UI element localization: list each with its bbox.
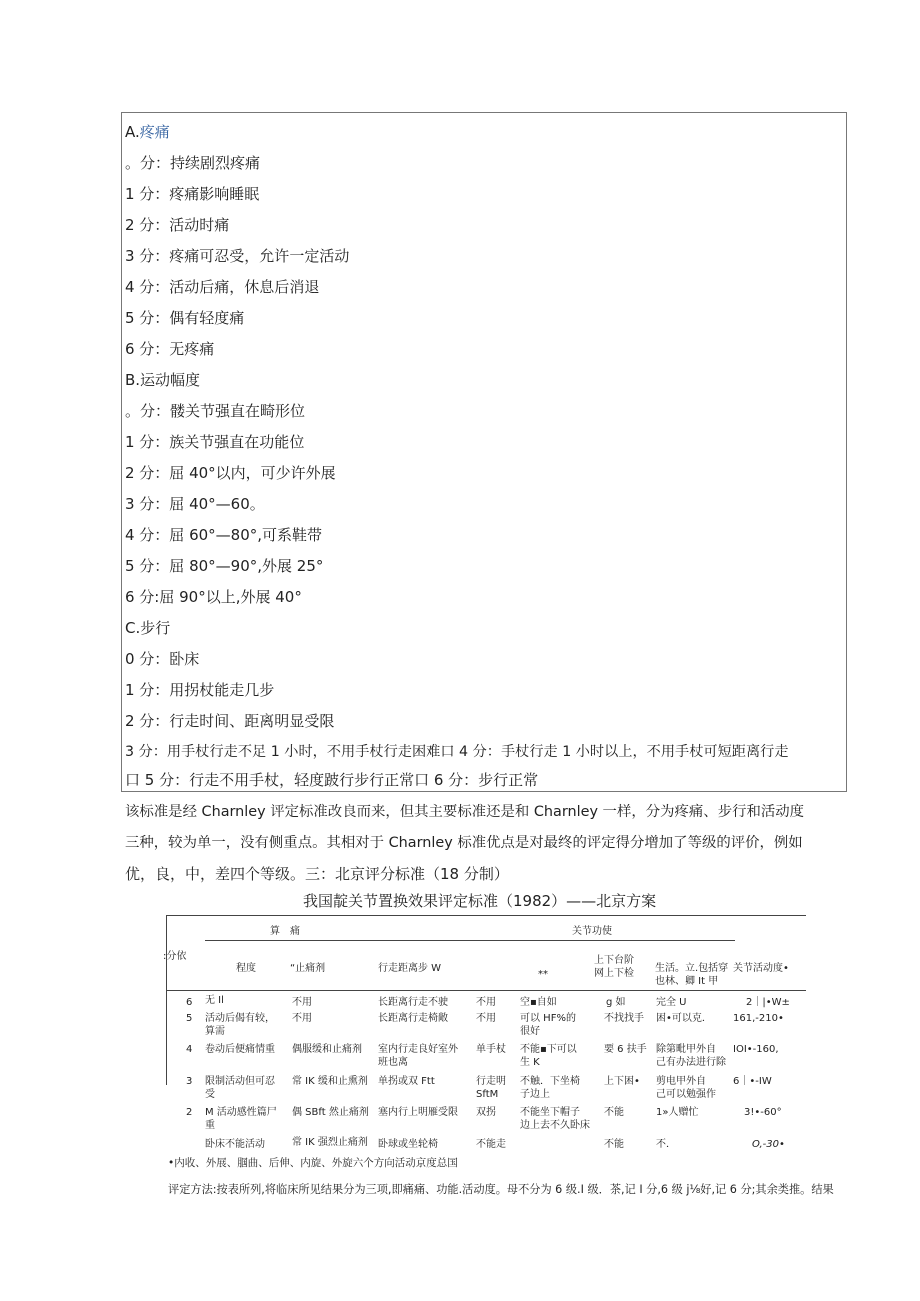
header-walk-distance: 行走距离步 W [378, 963, 442, 974]
table-header-rule [166, 990, 806, 991]
paragraph-line-1: 三种，较为单一，没有侧重点。其相对于 Charnley 标准优点是对最终的评定得分增加了等级的评价，例如 [125, 835, 803, 851]
row-0-score: 6 [186, 997, 193, 1008]
row-3-life: 剪电甲外自 己可以勉强作 [656, 1076, 716, 1100]
row-1-analgesic: 不用 [292, 1013, 312, 1024]
row-0-life: 完全 U [656, 997, 687, 1008]
row-2-aid: 单手杖 [476, 1044, 506, 1055]
box-line-3: 2 分：活动时痛 [125, 216, 230, 234]
box-line-21: 口 5 分：行走不用手杖，轻度跛行步行正常口 6 分：步行正常 [125, 771, 539, 789]
box-line-5: 4 分：活动后痛，休息后消退 [125, 278, 320, 296]
row-5-motion: O,-30• [752, 1139, 785, 1150]
row-3-analgesic: 常 IK 缓和止熏剂 [292, 1076, 368, 1087]
box-line-15: 6 分:屈 90°以上,外展 40° [125, 588, 302, 606]
header-motion: 关节活动度• [733, 963, 789, 974]
row-0-stairs: g 如 [606, 997, 626, 1008]
table-footnote: •内收、外展、腘曲、后伸、内旋、外旋六个方向活动京度总国 [168, 1157, 458, 1169]
box-line-8: B.运动幅度 [125, 371, 201, 389]
row-0-c5: 空▪自如 [520, 997, 557, 1008]
row-0-motion: 2｜|•W± [746, 997, 790, 1008]
box-line-18: 1 分：用拐杖能走几步 [125, 681, 275, 699]
row-1-aid: 不用 [476, 1013, 496, 1024]
row-1-c5: 可以 HF%的 很好 [520, 1013, 576, 1037]
row-1-life: 困•可以克． [656, 1013, 712, 1024]
header-degree: 程度 [236, 963, 256, 974]
box-line-10: 1 分：族关节强直在功能位 [125, 433, 305, 451]
header-score: :分依 [163, 951, 187, 962]
row-4-c5: 不能坐下帽子 边上去不久卧床 [520, 1107, 590, 1131]
box-line-14: 5 分：屈 80°—90°,外展 25° [125, 557, 324, 575]
row-1-degree: 活动后偈有较， 算需 [205, 1013, 275, 1037]
box-line-2: 1 分：疼痛影响睡眠 [125, 185, 260, 203]
row-3-score: 3 [186, 1076, 193, 1087]
row-1-stairs: 不找找手 [604, 1013, 644, 1024]
row-5-life: 不． [656, 1139, 676, 1150]
row-4-score: 2 [186, 1107, 193, 1118]
paragraph-line-2: 优，良，中，差四个等级。三：北京评分标准（18 分制） [125, 865, 509, 883]
row-5-walk: 卧球或坐轮椅 [378, 1139, 438, 1150]
table-top-rule [166, 915, 806, 916]
row-2-motion: IOI•-160, [733, 1044, 779, 1055]
row-5-degree: 卧床不能活动 [205, 1139, 265, 1150]
table-left-rule [166, 915, 167, 1085]
row-1-motion: 161,-210• [733, 1013, 784, 1024]
row-5-aid: 不能走 [476, 1139, 506, 1150]
box-line-13: 4 分：屈 60°—80°,可系鞋带 [125, 526, 323, 544]
header-analgesic: “止痛剂 [290, 963, 326, 974]
row-4-aid: 双拐 [476, 1107, 496, 1118]
header-stairs: 上下台阶 网上下检 [594, 955, 634, 979]
box-line-20: 3 分：用手杖行走不足 1 小时，不用手杖行走困难口 4 分：手杖行走 1 小时以上，不用手杖可短距离行走 [125, 744, 789, 760]
row-5-analgesic: 常 IK 强烈止痛剂 [292, 1137, 368, 1148]
row-4-analgesic: 偶 SBft 然止痛剂 [292, 1107, 369, 1118]
box-line-7: 6 分：无疼痛 [125, 340, 215, 358]
row-2-c5: 不能▪下可以 生 K [520, 1044, 577, 1068]
box-line-6: 5 分：偶有轻度痛 [125, 309, 245, 327]
row-3-motion: 6｜•-IW [733, 1076, 772, 1087]
row-1-walk: 长距离行走椅敞 [378, 1013, 448, 1024]
row-3-c5: 不触．下坐椅 子边上 [520, 1076, 580, 1100]
row-4-stairs: 不能 [604, 1107, 624, 1118]
row-2-degree: 卷动后便痛情重 [205, 1044, 275, 1055]
row-3-walk: 单拐或双 Ftt [378, 1076, 435, 1087]
row-0-walk: 长距离行走不驶 [378, 997, 448, 1008]
box-line-4: 3 分：疼痛可忍受，允许一定活动 [125, 247, 350, 265]
row-3-stairs: 上下困• [604, 1076, 640, 1087]
box-line-17: 0 分：卧床 [125, 650, 200, 668]
header-stars: ** [538, 969, 548, 980]
row-2-stairs: 要 6 扶手 [604, 1044, 647, 1055]
row-4-life: 1»人赠忙 [656, 1107, 699, 1118]
header-function-group: 关节功使 [572, 926, 612, 937]
header-life: 生活。立.包括穿 也林、卿 It 甲 [655, 963, 729, 987]
row-3-aid: 行走明 SftM [476, 1076, 506, 1100]
box-line-1: 。分：持续剧烈疼痛 [125, 154, 261, 172]
box-line-11: 2 分：屈 40°以内，可少许外展 [125, 464, 336, 482]
row-2-score: 4 [186, 1044, 193, 1055]
table-group-rule [205, 940, 735, 941]
row-0-degree: 无 Il [205, 995, 224, 1006]
method-text: 评定方法:按表所列,将临床所见结果分为三项,即痛痛、功能.活动度。母不分为 6 级.I 级．茶,记 I 分,6 级 j⅛好,记 6 分;其余类推。结果 [168, 1183, 834, 1196]
box-line-12: 3 分：屈 40°—60。 [125, 495, 265, 513]
row-2-life: 除第毗甲外自 己有办法进行除 [656, 1044, 726, 1068]
header-pain-group: 算 痛 [270, 926, 300, 937]
row-0-aid: 不用 [476, 997, 496, 1008]
row-4-walk: 塞内行上明雁受限 [378, 1107, 458, 1118]
box-line-9: 。分：髅关节强直在畸形位 [125, 402, 306, 420]
box-line-0: A.疼痛 [125, 123, 170, 141]
row-0-analgesic: 不用 [292, 997, 312, 1008]
table-title: 我国靛关节置换效果评定标准（1982）——北京方案 [303, 892, 657, 910]
paragraph-line-0: 该标准是经 Charnley 评定标准改良而来，但其主要标准还是和 Charnley 一样，分为疼痛、步行和活动度 [125, 804, 805, 820]
box-line-19: 2 分：行走时间、距离明显受限 [125, 712, 335, 730]
row-4-degree: M 活动感性篇尸 重 [205, 1107, 277, 1131]
row-1-score: 5 [186, 1013, 193, 1024]
row-2-walk: 室内行走良好室外 班也离 [378, 1044, 458, 1068]
row-5-stairs: 不能 [604, 1139, 624, 1150]
box-line-16: C.步行 [125, 619, 171, 637]
row-2-analgesic: 偶服缓和止痛剂 [292, 1044, 362, 1055]
row-4-motion: 3!•-60° [744, 1107, 782, 1118]
row-3-degree: 限制活动但可忍 受 [205, 1076, 275, 1100]
